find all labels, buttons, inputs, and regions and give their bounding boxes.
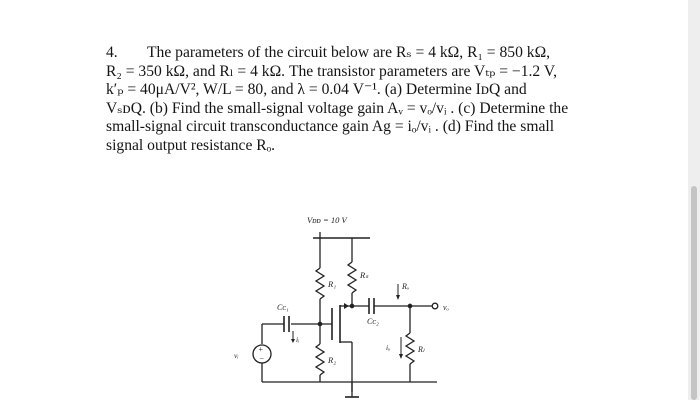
gate-node (318, 322, 321, 325)
scrollbar-thumb[interactable] (691, 186, 697, 400)
scrollbar[interactable] (688, 0, 700, 400)
problem-number: 4. (106, 44, 118, 61)
ii-label: iᵢ (296, 335, 300, 344)
ii-arrow-icon (291, 339, 295, 343)
io-label: iₒ (386, 343, 391, 352)
drain-node (350, 304, 353, 307)
problem-line-2: R₂ = 350 kΩ, and Rₗ = 4 kΩ. The transistor parameters are Vₜₚ = −1.2 V, (106, 62, 557, 80)
source-minus-icon: − (259, 354, 265, 363)
vo-label: vₒ (443, 303, 449, 312)
resistor-rl (406, 333, 414, 364)
ro-label: Rₒ (402, 282, 410, 291)
cc1-label: Cᴄ₁ (277, 303, 289, 312)
vi-label: vᵢ (234, 351, 239, 360)
ro-arrow-icon (396, 295, 400, 300)
source-plus-icon: + (258, 345, 264, 354)
problem-line-5: small-signal circuit transconductance gain Ag = iₒ/vᵢ . (d) Find the small (106, 118, 555, 136)
rs-label: Rₛ (360, 270, 369, 280)
problem-line-1: 4. The parameters of the circuit below are Rₛ = 4 kΩ, R₁ = 850 kΩ, (106, 44, 551, 61)
resistor-rs (348, 262, 356, 293)
supply-label: Vᴅᴅ = 10 V (307, 215, 347, 225)
rl-label: Rₗ (418, 345, 425, 354)
output-terminal (432, 303, 438, 309)
r2-label: R₂ (328, 355, 337, 365)
resistor-r1 (316, 268, 324, 299)
r1-label: R₁ (328, 279, 337, 289)
resistor-r2 (316, 344, 324, 375)
problem-line-4: VₛᴅQ. (b) Find the small-signal voltage gain Aᵥ = vₒ/vᵢ . (c) Determine the (106, 99, 569, 117)
io-arrow-icon (399, 354, 403, 359)
problem-line-6: signal output resistance Rₒ. (106, 136, 276, 154)
problem-line-3: k′ₚ = 40μA/V², W/L = 80, and λ = 0.04 V⁻¹. (a) Determine IᴅQ and (106, 81, 527, 99)
cc2-label: Cᴄ₂ (367, 317, 379, 326)
mosfet-arrow-icon (344, 303, 349, 309)
